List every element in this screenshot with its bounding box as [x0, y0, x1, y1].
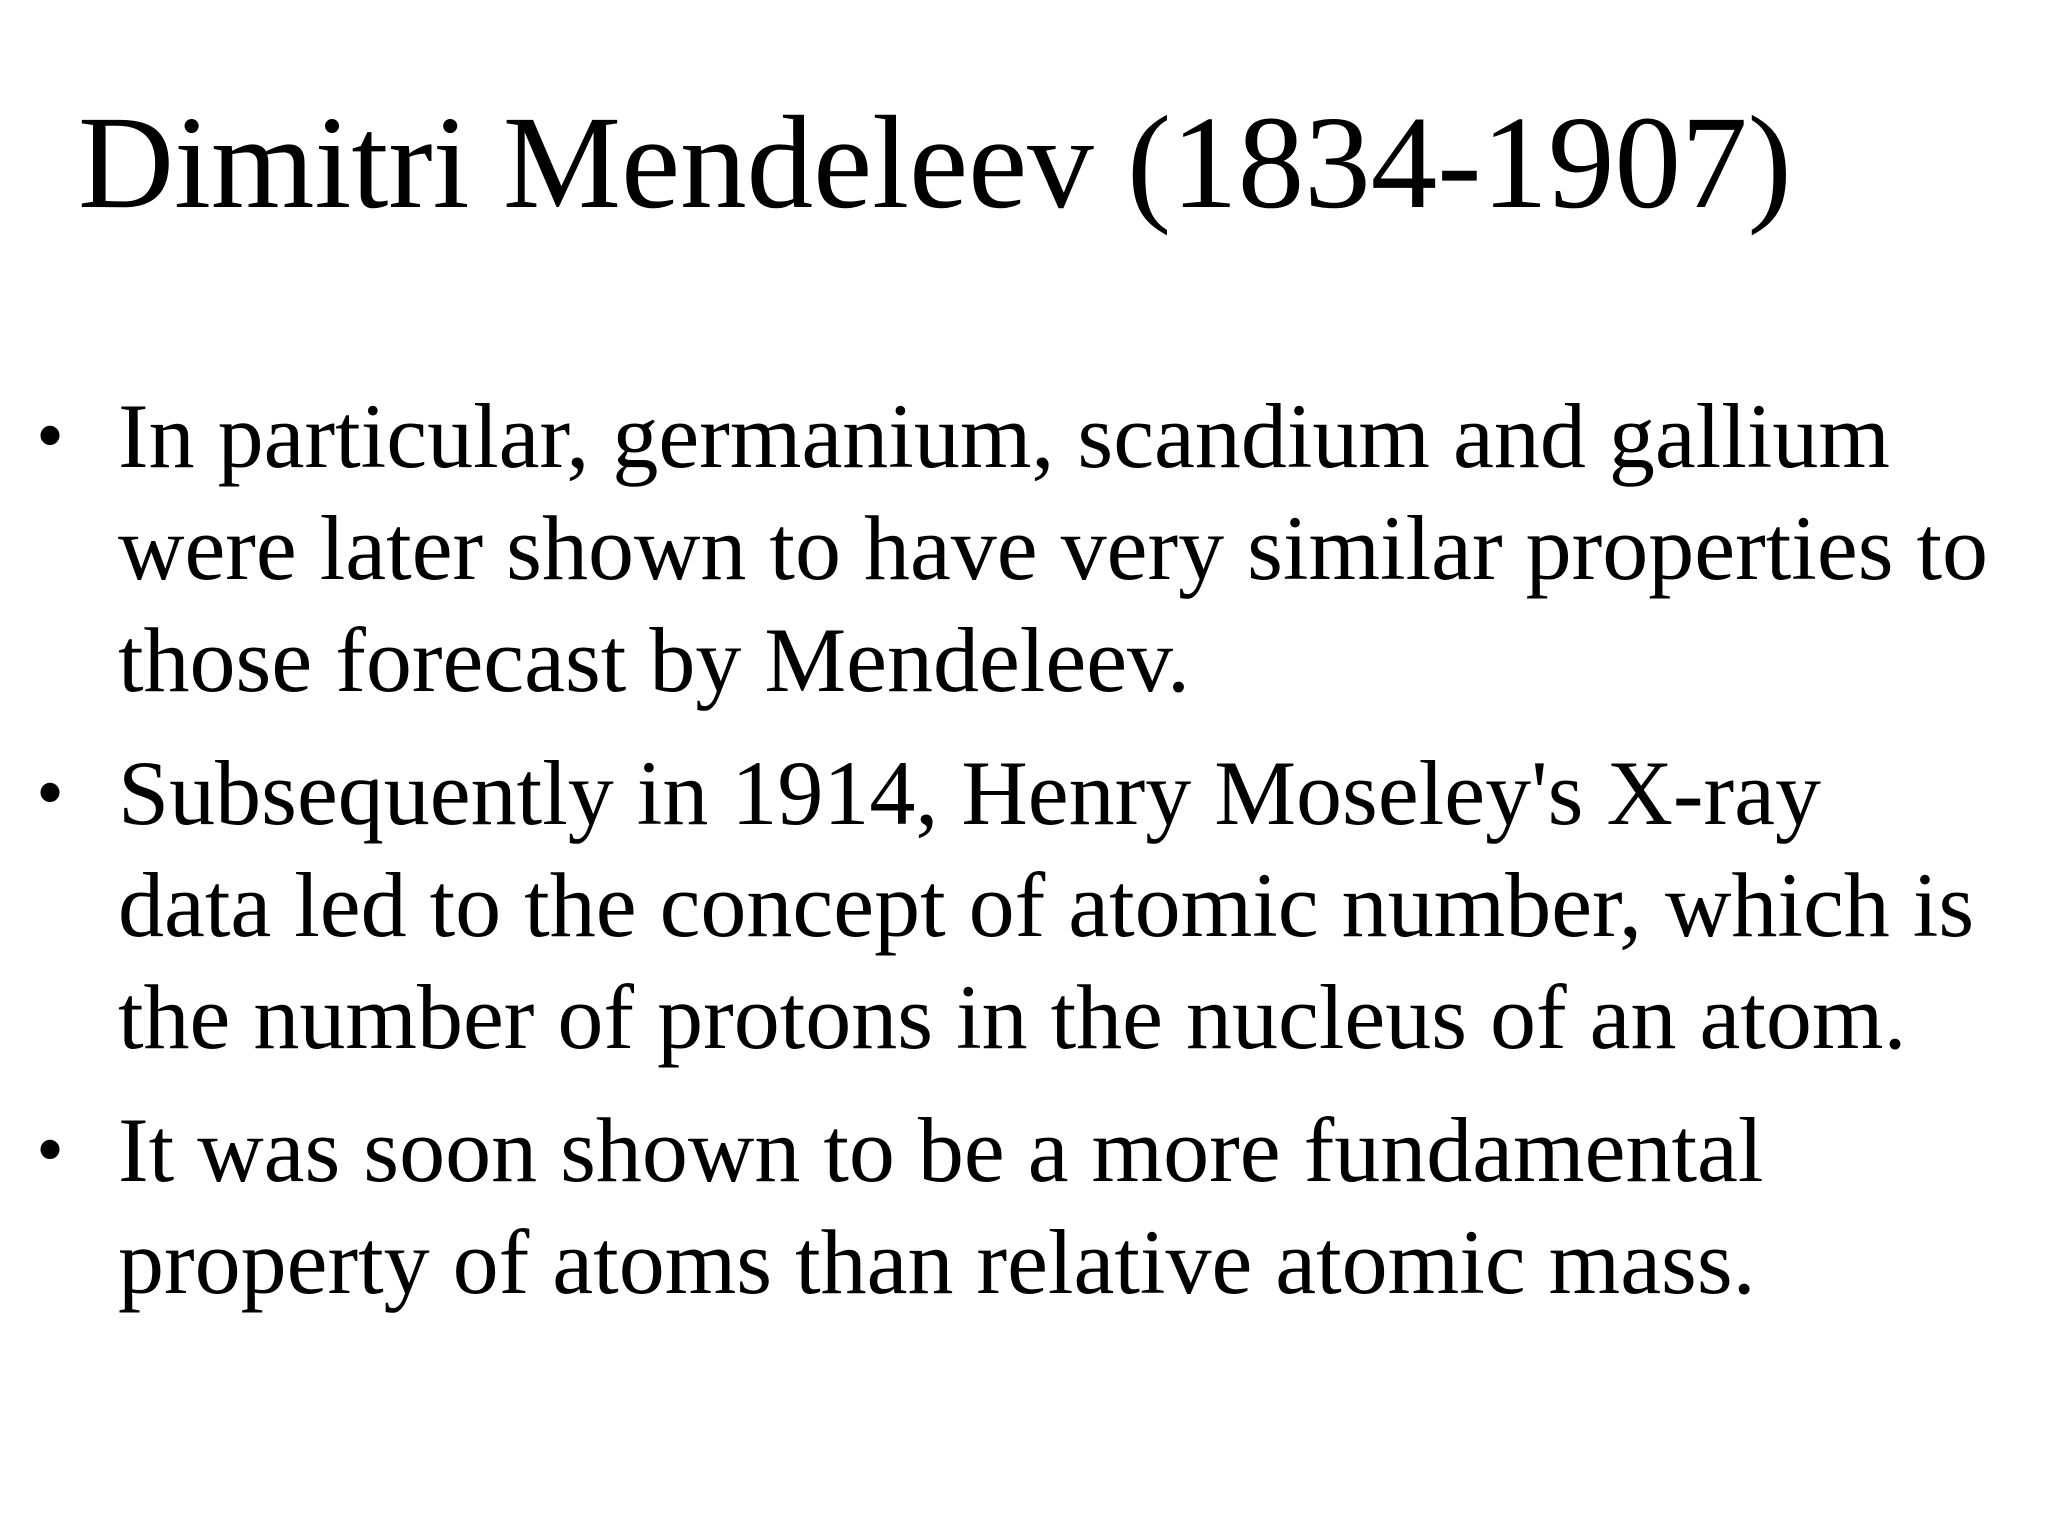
bullet-line: were later shown to have very similar properties to [118, 497, 1989, 599]
bullet-dot-icon: • [35, 1106, 64, 1194]
bullet-text [118, 737, 2018, 1073]
bullet-dot-icon: • [35, 392, 64, 480]
bullet-list [30, 380, 2020, 1339]
bullet-line: the number of protons in the nucleus of an atom. [118, 966, 1907, 1068]
bullet-line: In particular, germanium, scandium and gallium [118, 385, 1890, 487]
bullet-line: property of atoms than relative atomic mass. [118, 1211, 1756, 1313]
bullet-text [118, 1094, 2018, 1318]
bullet-dot-icon: • [35, 749, 64, 837]
bullet-text [118, 380, 2018, 716]
slide-title: Dimitri Mendeleev (1834-1907) [78, 88, 1792, 236]
bullet-line: data led to the concept of atomic number, which is [118, 854, 1975, 956]
bullet-item [30, 737, 2020, 1073]
bullet-line: Subsequently in 1914, Henry Moseley's X-ray [118, 742, 1821, 844]
bullet-line: those forecast by Mendeleev. [118, 609, 1191, 711]
bullet-line: It was soon shown to be a more fundamental [118, 1099, 1764, 1201]
bullet-item [30, 1094, 2020, 1318]
bullet-item [30, 380, 2020, 716]
